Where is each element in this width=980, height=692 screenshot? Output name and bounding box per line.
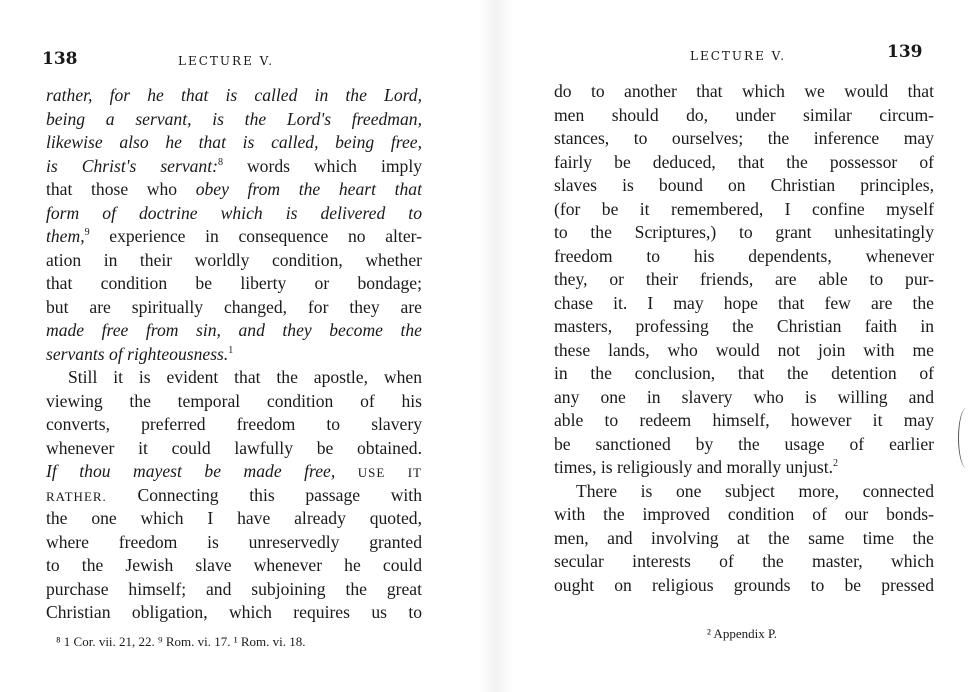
text-segment: able to redeem himself, however it may bbox=[554, 410, 934, 430]
text-segment: them, bbox=[46, 226, 85, 246]
left-body-text bbox=[46, 84, 422, 625]
right-text-line bbox=[554, 104, 934, 128]
left-text-line bbox=[46, 155, 422, 179]
text-segment: likewise also he that is called, being free, bbox=[46, 132, 422, 152]
right-text-line bbox=[554, 339, 934, 363]
right-text-line bbox=[554, 127, 934, 151]
right-text-line bbox=[554, 362, 934, 386]
left-text-line bbox=[46, 131, 422, 155]
left-footnotes: ⁸ 1 Cor. vii. 21, 22. ⁹ Rom. vi. 17. ¹ Rom. vi. 18. bbox=[56, 634, 306, 649]
text-segment: that condition be liberty or bondage; bbox=[46, 273, 422, 293]
text-segment: whenever it could lawfully be obtained. bbox=[46, 437, 422, 458]
left-text-line bbox=[46, 484, 422, 508]
left-text-line bbox=[46, 601, 422, 625]
text-segment: converts, preferred freedom to slavery bbox=[46, 414, 422, 434]
right-text-line bbox=[554, 456, 934, 480]
left-text-line bbox=[46, 178, 422, 202]
left-text-line bbox=[46, 437, 422, 461]
text-segment: obey from the heart that bbox=[195, 179, 422, 199]
page-edge-mark bbox=[958, 408, 975, 468]
right-text-line bbox=[554, 268, 934, 292]
text-segment: made free from sin, and they become the bbox=[46, 320, 422, 340]
right-footnote: ² Appendix P. bbox=[707, 626, 777, 641]
right-text-line bbox=[554, 245, 934, 269]
text-segment: but are spiritually changed, for they are bbox=[46, 296, 422, 317]
left-text-line bbox=[46, 296, 422, 320]
text-segment: men should do, under similar circum- bbox=[554, 104, 934, 125]
text-segment: RATHER. bbox=[46, 488, 107, 504]
text-segment: with the improved condition of our bonds- bbox=[554, 504, 934, 524]
left-text-line bbox=[46, 531, 422, 555]
text-segment: USE IT bbox=[357, 465, 422, 480]
right-text-line bbox=[554, 409, 934, 433]
left-page bbox=[0, 0, 480, 692]
text-segment: masters, professing the Christian faith in bbox=[554, 316, 934, 336]
text-segment: rather, for he that is called in the Lord, bbox=[46, 85, 422, 105]
text-segment: to the Scriptures,) to grant unhesitatingly bbox=[554, 222, 934, 242]
text-segment: being a servant, is the Lord's freedman, bbox=[46, 108, 422, 129]
text-segment: to the Jewish slave whenever he could bbox=[46, 555, 422, 575]
text-segment: slaves is bound on Christian principles, bbox=[554, 175, 934, 195]
right-text-line bbox=[554, 433, 934, 457]
text-segment: they, or their friends, are able to pur- bbox=[554, 269, 934, 289]
text-segment: There is one subject more, connected bbox=[576, 480, 934, 501]
left-text-line bbox=[46, 413, 422, 437]
text-segment: purchase himself; and subjoining the great bbox=[46, 578, 422, 599]
right-body-text bbox=[554, 80, 934, 597]
right-text-line bbox=[554, 174, 934, 198]
left-running-head: LECTURE V. bbox=[178, 54, 275, 68]
text-segment: times, is religiously and morally unjust. bbox=[554, 457, 834, 477]
text-segment: freedom to his dependents, whenever bbox=[554, 245, 934, 266]
right-text-line bbox=[554, 480, 934, 504]
text-segment: Connecting this passage with bbox=[106, 484, 422, 505]
left-page-number: 138 bbox=[42, 49, 78, 69]
text-segment: men, and involving at the same time the bbox=[554, 527, 934, 548]
left-text-line bbox=[46, 272, 422, 296]
right-text-line bbox=[554, 527, 934, 551]
text-segment: servants of righteousness. bbox=[46, 343, 229, 364]
text-segment: that those who bbox=[46, 179, 196, 199]
right-text-line bbox=[554, 292, 934, 316]
footnote-reference: 9 bbox=[84, 227, 90, 239]
left-text-line bbox=[46, 108, 422, 132]
right-text-line bbox=[554, 503, 934, 527]
text-segment: words which imply bbox=[222, 155, 422, 176]
text-segment: experience in consequence no alter- bbox=[89, 226, 422, 246]
text-segment: do to another that which we would that bbox=[554, 81, 934, 101]
text-segment: fairly be deduced, that the possessor of bbox=[554, 151, 934, 172]
right-text-line bbox=[554, 550, 934, 574]
left-text-line bbox=[46, 343, 422, 367]
left-text-line bbox=[46, 390, 422, 414]
right-text-line bbox=[554, 198, 934, 222]
text-segment: secular interests of the master, which bbox=[554, 551, 934, 571]
text-segment: any one in slavery who is willing and bbox=[554, 386, 934, 407]
right-page-number: 139 bbox=[887, 42, 923, 62]
text-segment: form of doctrine which is delivered to bbox=[46, 202, 422, 223]
text-segment: these lands, who would not join with me bbox=[554, 339, 934, 360]
text-segment: be sanctioned by the usage of earlier bbox=[554, 433, 934, 454]
right-text-line bbox=[554, 386, 934, 410]
text-segment: is Christ's servant: bbox=[46, 155, 218, 176]
right-page bbox=[500, 0, 980, 692]
right-running-head: LECTURE V. bbox=[690, 49, 787, 63]
left-text-line bbox=[46, 202, 422, 226]
right-text-line bbox=[554, 315, 934, 339]
text-segment: ought on religious grounds to be pressed bbox=[554, 574, 934, 595]
text-segment: in the conclusion, that the detention of bbox=[554, 363, 934, 383]
text-segment: stances, to ourselves; the inference may bbox=[554, 128, 934, 148]
text-segment: Still it is evident that the apostle, when bbox=[68, 367, 422, 387]
text-segment: ation in their worldly condition, whether bbox=[46, 249, 422, 270]
left-text-line bbox=[46, 578, 422, 602]
text-segment: Christian obligation, which requires us to bbox=[46, 602, 422, 622]
text-segment: If thou mayest be made free, bbox=[46, 461, 358, 481]
left-text-line bbox=[46, 460, 422, 484]
left-text-line bbox=[46, 225, 422, 249]
left-text-line bbox=[46, 319, 422, 343]
footnote-reference: 2 bbox=[833, 458, 839, 470]
right-text-line bbox=[554, 151, 934, 175]
left-text-line bbox=[46, 249, 422, 273]
right-text-line bbox=[554, 574, 934, 598]
left-text-line bbox=[46, 84, 422, 108]
text-segment: chase it. I may hope that few are the bbox=[554, 292, 934, 313]
left-text-line bbox=[46, 507, 422, 531]
text-segment: the one which I have already quoted, bbox=[46, 508, 422, 528]
right-text-line bbox=[554, 80, 934, 104]
left-text-line bbox=[46, 554, 422, 578]
footnote-reference: 8 bbox=[217, 156, 223, 168]
left-text-line bbox=[46, 366, 422, 390]
text-segment: (for be it remembered, I confine myself bbox=[554, 198, 934, 219]
text-segment: where freedom is unreservedly granted bbox=[46, 531, 422, 552]
right-text-line bbox=[554, 221, 934, 245]
footnote-reference: 1 bbox=[228, 344, 234, 356]
text-segment: viewing the temporal condition of his bbox=[46, 390, 422, 411]
